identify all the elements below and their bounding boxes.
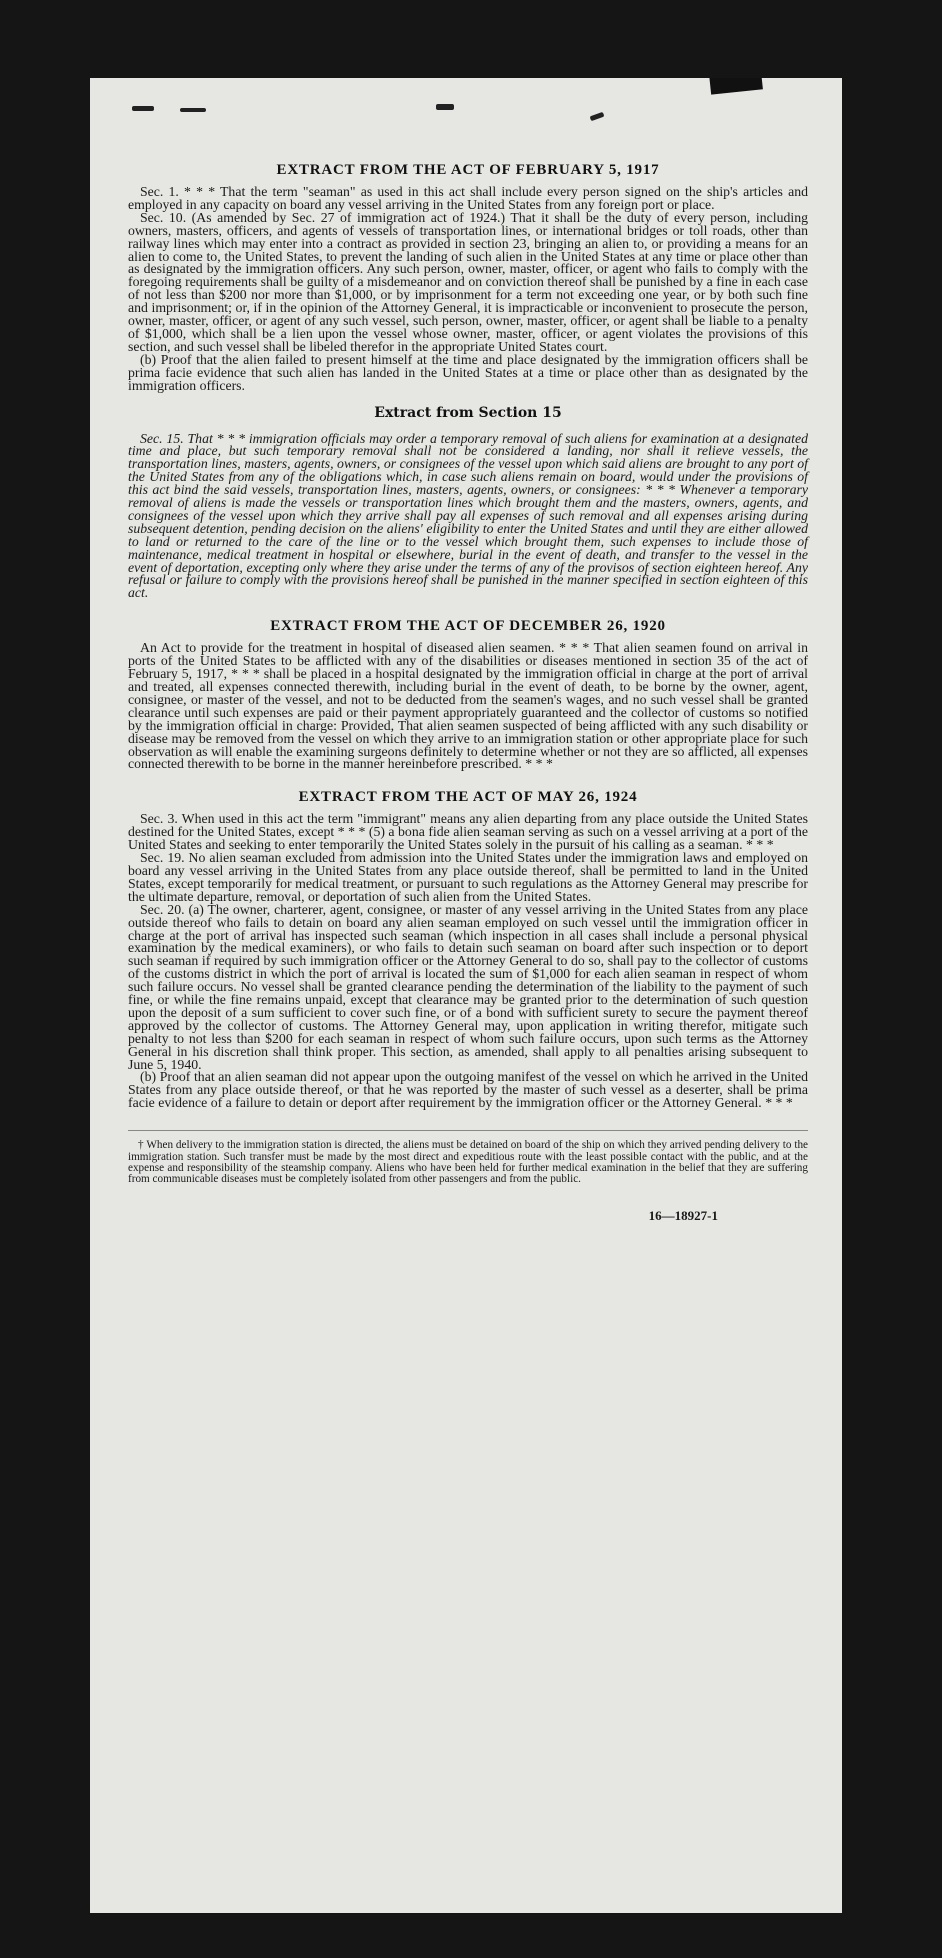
paragraph: Sec. 3. When used in this act the term "immigrant" means any alien departing from any place outside the United States destined for the United States, except * * * (5) a bona fide alien seaman serving as such on a vessel arriving at a port of the United States and seeking to enter temporarily the United States solely in the pursuit of his calling as a seaman. * * *	[128, 811, 808, 853]
section-act-1924	[128, 789, 808, 1110]
paragraph: Sec. 10. (As amended by Sec. 27 of immigration act of 1924.) That it shall be the duty of every person, including owners, masters, officers, and agents of vessels of transportation lines, or international bridges or toll roads, other than railway lines which may enter into a contract as provided in section 23, bringing an alien to, or providing a means for an alien to come to, the United States, to prevent the landing of such alien in the United States at any time or place other than as designated by the immigration officers. Any such person, owner, master, officer, or agent who fails to comply with the foregoing requirements shall be guilty of a misdemeanor and on conviction thereof shall be punished by a fine in each case of not less than $200 nor more than $1,000, or by imprisonment for a term not exceeding one year, or by both such fine and imprisonment; or, if in the opinion of the Attorney General, it is impracticable or inconvenient to prosecute the person, owner, master, officer, or agent of any such vessel, such person, owner, master, officer, or agent shall be liable to a penalty of $1,000, which shall be a lien upon the vessel whose owner, master, officer, or agent violates the provisions of this section, and such vessel shall be libeled therefor in the appropriate United States court.	[128, 209, 808, 354]
footnote: † When delivery to the immigration station is directed, the aliens must be detained on board of the ship on which they arrived pending delivery to the immigration station. Such transfer must be made by the most direct and expeditious route with the least possible contact with the public, and at the expense and responsibility of the steamship company. Aliens who have been held for further medical examination in the belief that they are suffering from communicable diseases must be completely isolated from other passengers and from the public.	[128, 1130, 808, 1186]
scan-fleck	[436, 104, 454, 110]
paragraph: (b) Proof that the alien failed to present himself at the time and place designated by the immigration officers shall be prima facie evidence that such alien has landed in the United States at a time or place other than as designated by the immigration officers.	[128, 351, 808, 393]
scan-fleck	[180, 108, 206, 112]
paragraph: Sec. 15. That * * * immigration officials may order a temporary removal of such aliens for examination at a designated time and place, but such temporary removal shall not be considered a landing, nor shall it relieve vessels, the transportation lines, masters, agents, owners, or consignees of the vessel upon which said aliens are brought to any port of the United States from any of the obligations which, in case such aliens remain on board, would under the provisions of this act bind the said vessels, transportation lines, masters, agents, owners, or consignees: * * * Whenever a temporary removal of aliens is made the vessels or transportation lines which brought them and the masters, owners, agents, and consignees of the vessel upon which they arrive shall pay all expenses of such removal and all expenses arising during subsequent detention, pending decision on the aliens' eligibility to enter the United States and until they are either allowed to land or returned to the care of the line or to the vessel which brought them, such expenses to include those of maintenance, medical treatment in hospital or elsewhere, burial in the event of death, and transfer to the vessel in the event of deportation, excepting only where they arise under the terms of any of the provisos of section eighteen hereof. Any refusal or failure to comply with the provisions hereof shall be punished in the manner specified in section eighteen of this act.	[128, 430, 808, 601]
paragraph: (b) Proof that an alien seaman did not appear upon the outgoing manifest of the vessel on which he arrived in the United States from any place outside thereof, or that he was reported by the master of such vessel as a deserter, shall be prima facie evidence of a failure to detain or deport after requirement by the immigration officer or the Attorney General. * * *	[128, 1069, 808, 1111]
paragraph: Sec. 1. * * * That the term "seaman" as used in this act shall include every person signed on the ship's articles and employed in any capacity on board any vessel arriving in the United States from any foreign port or place.	[128, 184, 808, 212]
document-page	[90, 78, 842, 1913]
scan-fleck	[132, 106, 154, 111]
section-heading: Extract from Section 15	[374, 404, 562, 421]
form-code: 16—18927-1	[648, 1207, 718, 1223]
section-heading: EXTRACT FROM THE ACT OF FEBRUARY 5, 1917	[276, 162, 660, 178]
paragraph: Sec. 20. (a) The owner, charterer, agent, consignee, or master of any vessel arriving in the United States from any place outside thereof who fails to detain on board any alien seaman employed on such vessel until the immigration officer in charge at the port of arrival has inspected such seaman (which inspection in all cases shall include a personal physical examination by the medical examiners), or who fails to detain such seaman on board after such inspection or to deport such seaman if required by such immigration officer or the Attorney General to do so, shall pay to the collector of customs of the customs district in which the port of arrival is located the sum of $1,000 for each alien seaman in respect of whom such failure occurs. No vessel shall be granted clearance pending the determination of the liability to the payment of such fine, or while the fine remains unpaid, except that clearance may be granted prior to the determination of such question upon the deposit of a sum sufficient to cover such fine, or of a bond with sufficient surety to secure the payment thereof approved by the collector of customs. The Attorney General may, upon application in writing therefor, mitigate such penalty to not less than $200 for each seaman in respect of whom such failure occurs, upon such terms as the Attorney General in his discretion shall think proper. This section, as amended, shall apply to all penalties arising subsequent to June 5, 1940.	[128, 901, 808, 1072]
paragraph: An Act to provide for the treatment in hospital of diseased alien seamen. * * * That alien seamen found on arrival in ports of the United States to be afflicted with any of the disabilities or diseases mentioned in section 35 of the act of February 5, 1917, * * * shall be placed in a hospital designated by the immigration official in charge at the port of arrival and treated, all expenses connected therewith, including burial in the event of death, to be borne by the owner, agent, consignee, or master of the vessel, and not to be deducted from the seamen's wages, and no such vessel shall be granted clearance until such expenses are paid or their payment appropriately guaranteed and the collector of customs so notified by the immigration official in charge: Provided, That alien seamen suspected of being afflicted with any such disability or disease may be removed from the vessel on which they arrive to an immigration station or other appropriate place for such observation as will enable the examining surgeons definitely to determine whether or not they are so afflicted, all expenses connected therewith to be borne in the manner hereinbefore prescribed. * * *	[128, 640, 808, 772]
scan-fleck	[590, 112, 605, 121]
section-extract-15	[128, 405, 808, 601]
section-heading: EXTRACT FROM THE ACT OF MAY 26, 1924	[298, 789, 638, 806]
section-act-1917	[128, 162, 808, 393]
paragraph: Sec. 19. No alien seaman excluded from admission into the United States under the immigration laws and employed on board any vessel arriving in the United States from any place outside thereof, shall be permitted to land in the United States, except temporarily for medical treatment, or pursuant to such regulations as the Attorney General may prescribe for the ultimate departure, removal, or deportation of such alien from the United States.	[128, 850, 808, 904]
section-heading: EXTRACT FROM THE ACT OF DECEMBER 26, 1920	[270, 618, 666, 635]
tape-mark	[709, 78, 763, 95]
section-act-1920	[128, 618, 808, 771]
